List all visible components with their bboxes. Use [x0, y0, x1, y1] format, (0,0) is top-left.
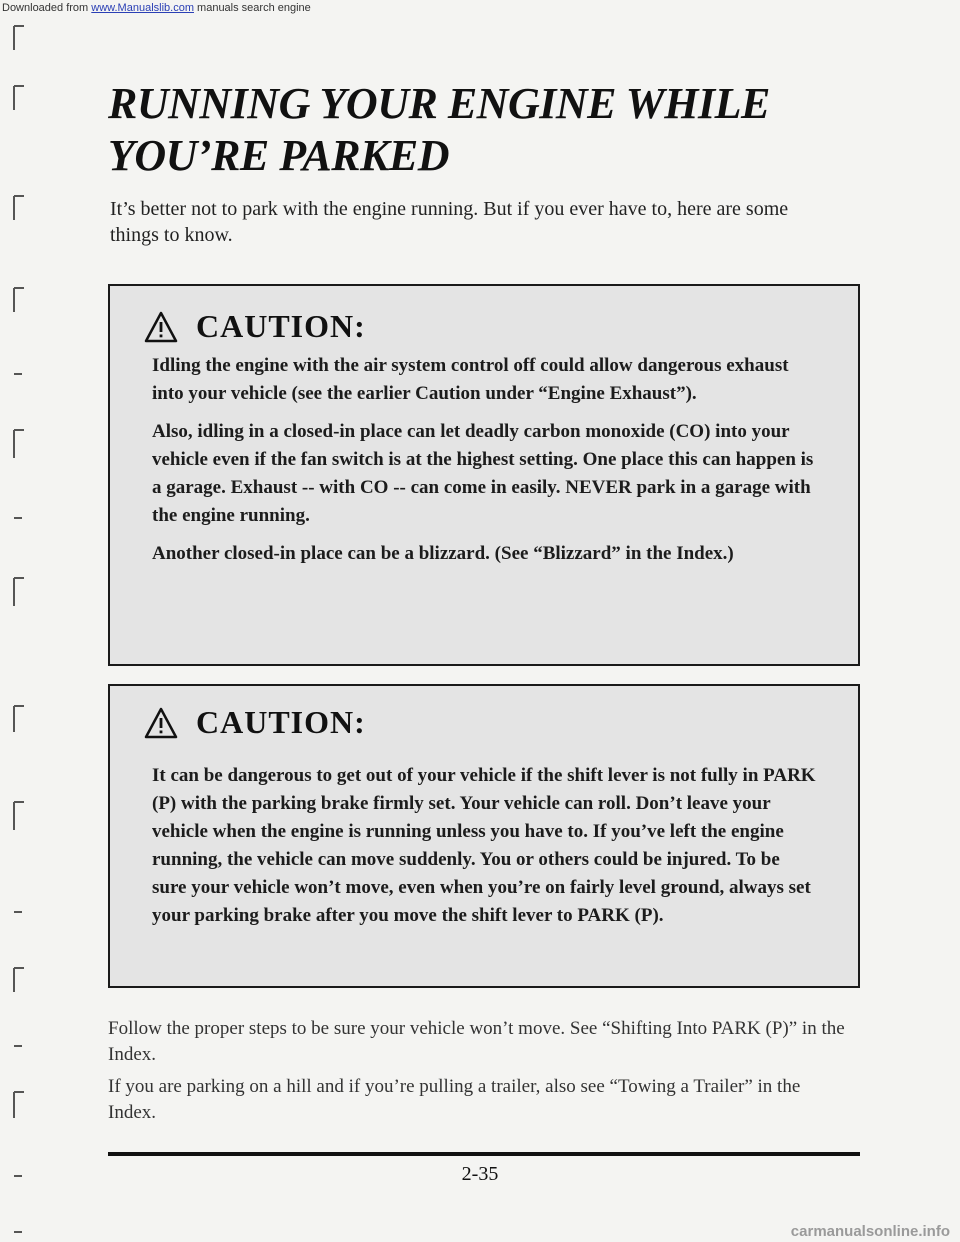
caution-box-shift-lever: [108, 684, 860, 988]
caution-paragraph: It can be dangerous to get out of your vehicle if the shift lever is not fully in PARK (P) with the parking brake firmly set. Your vehicle can roll. Don’t leave your vehicle when the engine is running unless you have to. If you’ve left the engine running, the vehicle can move suddenly. You or others could be injured. To be sure your vehicle won’t move, even when you’re on fairly level ground, always set your parking brake after you move the shift lever to PARK (P).: [152, 765, 816, 926]
caution-paragraph: Also, idling in a closed-in place can let deadly carbon monoxide (CO) into your vehicle even if the fan switch is at the highest setting. One place this can happen is a garage. Exhaust -- with CO -- can come in easily. NEVER park in a garage with the engine running.: [152, 421, 814, 526]
caution-box-exhaust: [108, 284, 860, 666]
caution-label: CAUTION:: [196, 308, 366, 344]
intro-paragraph: It’s better not to park with the engine running. But if you ever have to, here are some things to know.: [110, 198, 789, 246]
caution-header: [144, 704, 366, 741]
caution-label: CAUTION:: [196, 704, 366, 740]
caution-paragraph: Another closed-in place can be a blizzard. (See “Blizzard” in the Index.): [152, 543, 734, 564]
caution-body: [152, 762, 818, 940]
warning-triangle-icon: [144, 707, 178, 739]
caution-header: [144, 308, 366, 345]
manualslib-link[interactable]: www.Manualslib.com: [91, 2, 194, 14]
caution-body: [152, 352, 818, 578]
page-number: 2-35: [461, 1163, 499, 1185]
download-prefix: Downloaded from: [2, 2, 92, 14]
page-title: RUNNING YOUR ENGINE WHILE YOU’RE PARKED: [108, 79, 770, 180]
caution-paragraph: Idling the engine with the air system control off could allow dangerous exhaust into your vehicle (see the earlier Caution under “Engine Exhaust”).: [152, 355, 789, 404]
footer-rule: [108, 1152, 860, 1156]
footer-watermark: carmanualsonline.info: [790, 1223, 950, 1240]
download-source-note: [2, 2, 311, 14]
follow-steps-paragraph: Follow the proper steps to be sure your vehicle won’t move. See “Shifting Into PARK (P)” in the Index.: [108, 1018, 845, 1065]
binding-margin-marks: [0, 0, 40, 1242]
hill-trailer-paragraph: If you are parking on a hill and if you’re pulling a trailer, also see “Towing a Trailer” in the Index.: [108, 1076, 801, 1123]
warning-triangle-icon: [144, 311, 178, 343]
download-suffix: manuals search engine: [193, 2, 311, 14]
